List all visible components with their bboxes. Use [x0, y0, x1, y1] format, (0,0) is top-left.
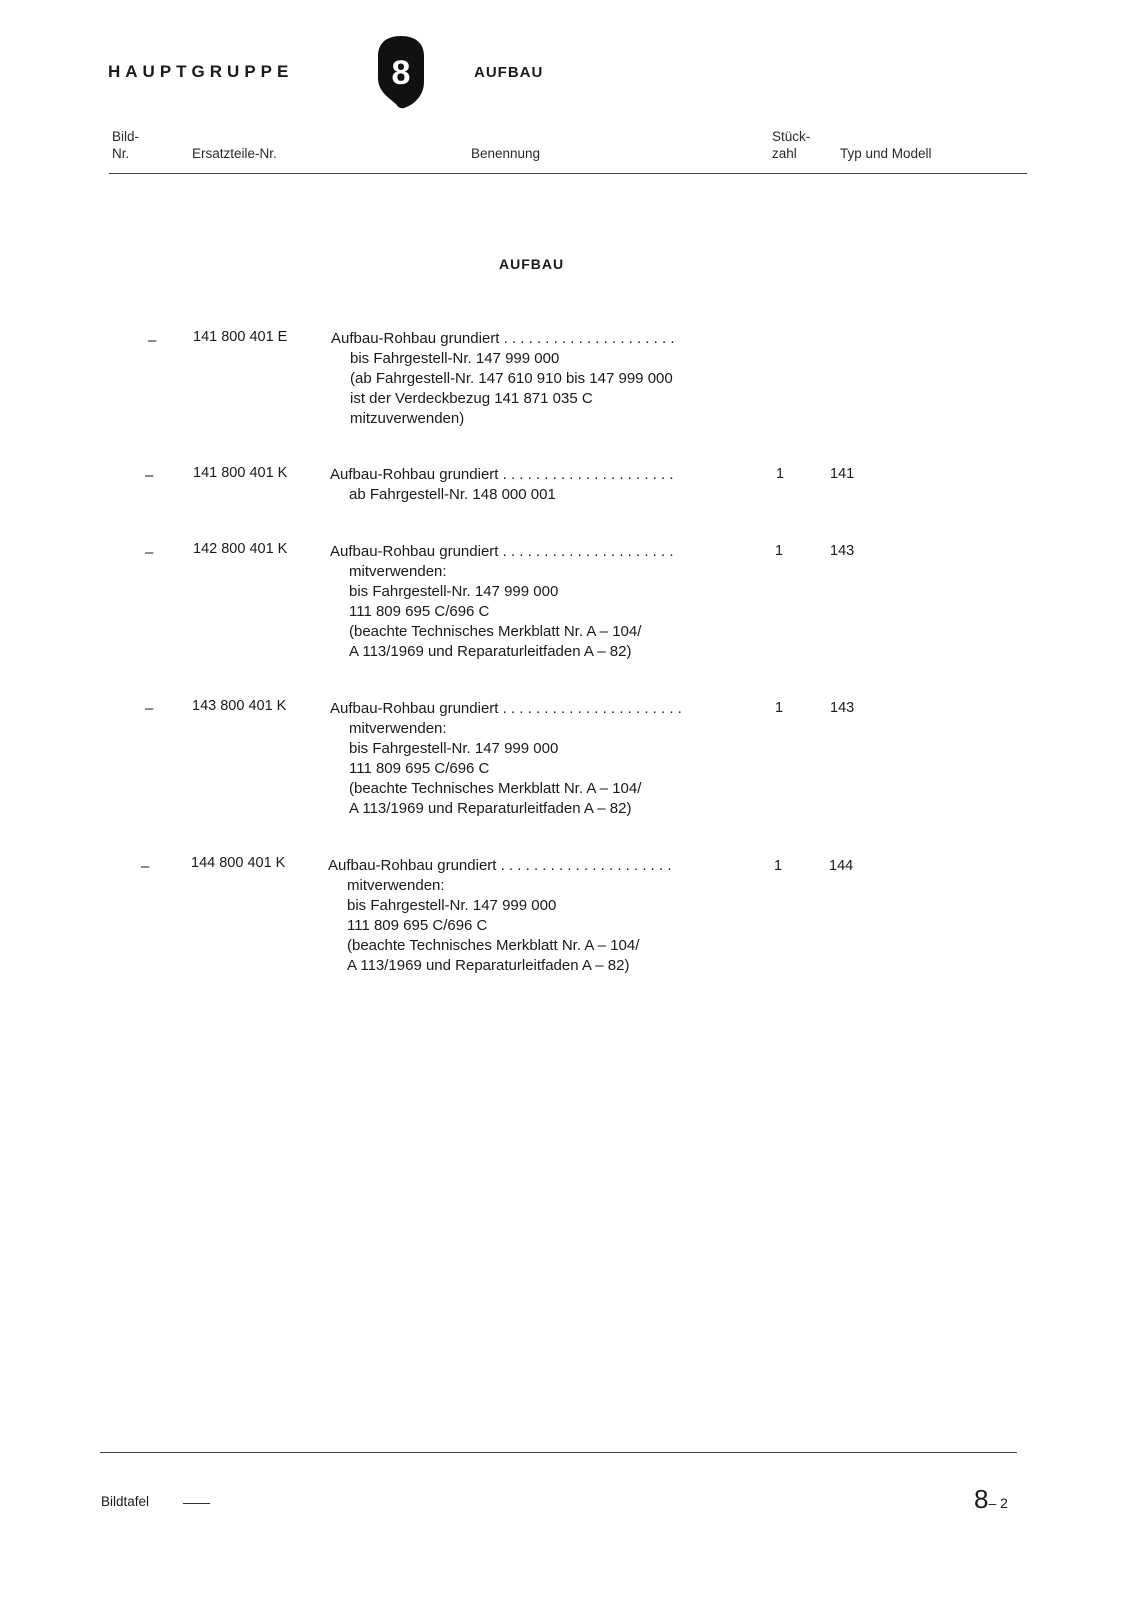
leader-dots: . . . . . . . . . . . . . . . . . . . . . .: [502, 700, 682, 717]
bildtafel-blank: [183, 1503, 210, 1504]
bild-nr: –: [141, 858, 150, 875]
part-number: 143 800 401 K: [192, 698, 287, 714]
col-bild-nr: [112, 128, 139, 162]
detail-line: ist der Verdeckbezug 141 871 035 C: [350, 390, 593, 407]
part-description: [328, 856, 672, 976]
col-stueckzahl-line2: zahl: [772, 146, 797, 161]
part-number: 142 800 401 K: [193, 541, 288, 557]
col-bild-nr-line2: Nr.: [112, 146, 130, 161]
detail-line: bis Fahrgestell-Nr. 147 999 000: [347, 897, 557, 914]
quantity: 1: [776, 466, 785, 482]
page-number-sub: – 2: [988, 1495, 1008, 1511]
footer-rule: [100, 1452, 1017, 1453]
detail-line: bis Fahrgestell-Nr. 147 999 000: [350, 350, 560, 367]
detail-line: mitzuverwenden): [350, 410, 465, 427]
detail-line: mitverwenden:: [347, 877, 445, 894]
bild-nr: –: [145, 467, 154, 484]
group-name: AUFBAU: [474, 64, 544, 81]
bild-nr: –: [145, 544, 154, 561]
detail-line: (ab Fahrgestell-Nr. 147 610 910 bis 147 999 000: [350, 370, 673, 387]
type-model: 143: [830, 700, 855, 716]
type-model: 141: [830, 466, 855, 482]
quantity: 1: [774, 858, 783, 874]
part-description: [331, 329, 675, 429]
bild-nr: –: [145, 700, 154, 717]
detail-line: ab Fahrgestell-Nr. 148 000 001: [349, 486, 556, 503]
col-stueckzahl-line1: Stück-: [772, 129, 811, 144]
part-name: Aufbau-Rohbau grundiert: [330, 700, 499, 717]
leader-dots: . . . . . . . . . . . . . . . . . . . . .: [503, 330, 675, 347]
col-ersatzteile-nr: Ersatzteile-Nr.: [192, 146, 277, 161]
detail-line: 111 809 695 C/696 C: [349, 760, 490, 777]
part-name: Aufbau-Rohbau grundiert: [328, 857, 497, 874]
bild-nr: –: [148, 332, 157, 349]
type-model: 144: [829, 858, 854, 874]
detail-line: (beachte Technisches Merkblatt Nr. A – 104/: [349, 623, 642, 640]
leader-dots: . . . . . . . . . . . . . . . . . . . . .: [502, 466, 674, 483]
part-name: Aufbau-Rohbau grundiert: [331, 330, 500, 347]
bildtafel-label: Bildtafel: [101, 1494, 150, 1509]
detail-line: 111 809 695 C/696 C: [349, 603, 490, 620]
part-description: [330, 699, 682, 819]
detail-line: bis Fahrgestell-Nr. 147 999 000: [349, 740, 559, 757]
quantity: 1: [775, 700, 784, 716]
page-number: [974, 1484, 1008, 1515]
part-name: Aufbau-Rohbau grundiert: [330, 543, 499, 560]
col-typ-und-modell: Typ und Modell: [840, 146, 932, 161]
detail-line: A 113/1969 und Reparaturleitfaden A – 82): [349, 800, 632, 817]
detail-line: A 113/1969 und Reparaturleitfaden A – 82): [349, 643, 632, 660]
group-number-badge: [374, 34, 428, 110]
part-name: Aufbau-Rohbau grundiert: [330, 466, 499, 483]
part-number: 144 800 401 K: [191, 855, 286, 871]
detail-line: 111 809 695 C/696 C: [347, 917, 488, 934]
detail-line: mitverwenden:: [349, 720, 447, 737]
group-number: 8: [391, 54, 411, 92]
type-model: 143: [830, 543, 855, 559]
section-title: AUFBAU: [499, 256, 565, 272]
header-rule: [109, 173, 1027, 174]
col-bild-nr-line1: Bild-: [112, 129, 140, 144]
detail-line: mitverwenden:: [349, 563, 447, 580]
part-description: [330, 542, 674, 662]
part-number: 141 800 401 K: [193, 465, 288, 481]
hauptgruppe-label: HAUPTGRUPPE: [108, 62, 294, 81]
detail-line: (beachte Technisches Merkblatt Nr. A – 104/: [347, 937, 640, 954]
leader-dots: . . . . . . . . . . . . . . . . . . . . .: [500, 857, 672, 874]
part-number: 141 800 401 E: [193, 329, 288, 345]
quantity: 1: [775, 543, 784, 559]
col-benennung: Benennung: [471, 146, 541, 161]
part-description: [330, 465, 674, 505]
col-stueckzahl: [772, 128, 810, 162]
detail-line: bis Fahrgestell-Nr. 147 999 000: [349, 583, 559, 600]
detail-line: (beachte Technisches Merkblatt Nr. A – 104/: [349, 780, 642, 797]
leader-dots: . . . . . . . . . . . . . . . . . . . . .: [502, 543, 674, 560]
page-number-main: 8: [974, 1484, 989, 1514]
detail-line: A 113/1969 und Reparaturleitfaden A – 82): [347, 957, 630, 974]
